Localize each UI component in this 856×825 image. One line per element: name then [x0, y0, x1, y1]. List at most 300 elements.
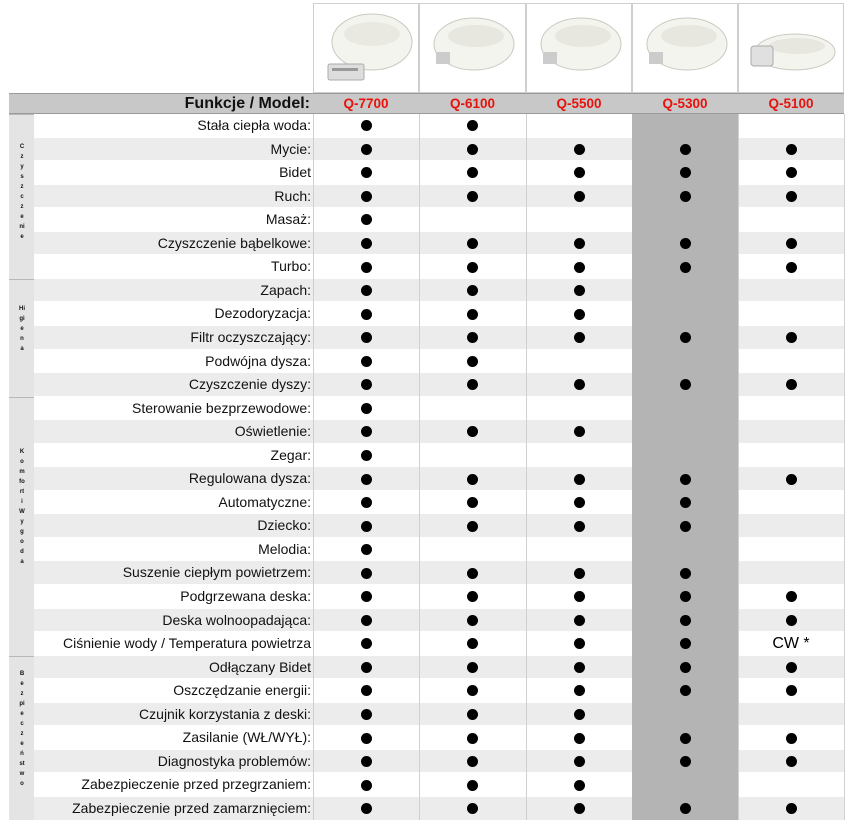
product-image-q5100	[738, 3, 844, 93]
feature-value	[632, 185, 738, 209]
check-dot-icon	[361, 521, 372, 532]
feature-value	[526, 255, 632, 279]
check-dot-icon	[467, 615, 478, 626]
check-dot-icon	[786, 591, 797, 602]
feature-value	[313, 514, 419, 538]
check-dot-icon	[467, 733, 478, 744]
feature-value	[313, 750, 419, 774]
feature-value	[419, 750, 526, 774]
feature-value	[313, 114, 419, 138]
model-label-q5100: Q-5100	[768, 96, 814, 111]
feature-name: Zasilanie (WŁ/WYŁ):	[182, 729, 311, 746]
feature-name: Czyszczenie dyszy:	[188, 376, 311, 393]
feature-value	[738, 467, 844, 491]
check-dot-icon	[786, 191, 797, 202]
check-dot-icon	[361, 568, 372, 579]
check-dot-icon	[680, 615, 691, 626]
check-dot-icon	[680, 474, 691, 485]
feature-value	[738, 750, 844, 774]
check-dot-icon	[680, 803, 691, 814]
check-dot-icon	[467, 167, 478, 178]
group-label: Czyszczenie	[19, 144, 25, 241]
feature-value	[419, 397, 526, 421]
check-dot-icon	[361, 662, 372, 673]
check-dot-icon	[467, 332, 478, 343]
feature-name: Odłączany Bidet	[209, 658, 311, 675]
check-dot-icon	[361, 450, 372, 461]
check-dot-icon	[467, 638, 478, 649]
check-dot-icon	[680, 332, 691, 343]
feature-value	[419, 114, 526, 138]
feature-value	[313, 797, 419, 821]
check-dot-icon	[680, 591, 691, 602]
feature-value	[526, 585, 632, 609]
feature-value	[313, 161, 419, 185]
feature-value	[313, 185, 419, 209]
feature-value	[526, 703, 632, 727]
check-dot-icon	[467, 780, 478, 791]
feature-value	[738, 114, 844, 138]
check-dot-icon	[574, 568, 585, 579]
feature-value: CW *	[772, 635, 810, 653]
check-dot-icon	[574, 615, 585, 626]
feature-name: Bidet	[279, 164, 311, 181]
feature-value	[313, 491, 419, 515]
feature-value	[313, 679, 419, 703]
feature-value	[526, 161, 632, 185]
feature-value	[738, 561, 844, 585]
feature-value	[526, 397, 632, 421]
feature-name: Zabezpieczenie przed zamarznięciem:	[72, 799, 311, 816]
check-dot-icon	[680, 144, 691, 155]
feature-value	[738, 797, 844, 821]
feature-name: Mycie:	[270, 140, 311, 157]
feature-value	[738, 279, 844, 303]
group-side-label	[9, 397, 34, 656]
feature-value	[738, 491, 844, 515]
feature-name: Filtr oczyszczający:	[190, 328, 311, 345]
feature-value	[313, 373, 419, 397]
check-dot-icon	[361, 120, 372, 131]
feature-value	[526, 114, 632, 138]
check-dot-icon	[574, 521, 585, 532]
feature-value	[313, 350, 419, 374]
feature-value	[419, 279, 526, 303]
check-dot-icon	[786, 262, 797, 273]
check-dot-icon	[786, 733, 797, 744]
check-dot-icon	[574, 379, 585, 390]
feature-name: Automatyczne:	[218, 493, 311, 510]
feature-name: Podwójna dysza:	[205, 352, 311, 369]
feature-value	[313, 726, 419, 750]
check-dot-icon	[361, 403, 372, 414]
feature-value	[632, 138, 738, 162]
feature-value	[419, 161, 526, 185]
feature-value	[419, 373, 526, 397]
check-dot-icon	[574, 662, 585, 673]
check-dot-icon	[574, 803, 585, 814]
check-dot-icon	[467, 497, 478, 508]
check-dot-icon	[574, 167, 585, 178]
feature-value	[738, 585, 844, 609]
feature-value	[738, 373, 844, 397]
feature-value	[419, 302, 526, 326]
check-dot-icon	[574, 709, 585, 720]
feature-value	[313, 538, 419, 562]
check-dot-icon	[467, 756, 478, 767]
check-dot-icon	[361, 756, 372, 767]
feature-value	[632, 467, 738, 491]
product-image-q5300	[632, 3, 738, 93]
check-dot-icon	[467, 238, 478, 249]
check-dot-icon	[361, 309, 372, 320]
feature-value	[419, 138, 526, 162]
check-dot-icon	[574, 756, 585, 767]
feature-value	[313, 703, 419, 727]
check-dot-icon	[467, 662, 478, 673]
check-dot-icon	[786, 144, 797, 155]
feature-value	[632, 114, 738, 138]
feature-value	[632, 373, 738, 397]
feature-value	[738, 538, 844, 562]
feature-value	[738, 397, 844, 421]
feature-value	[632, 609, 738, 633]
check-dot-icon	[361, 474, 372, 485]
check-dot-icon	[680, 497, 691, 508]
feature-value	[419, 773, 526, 797]
feature-value	[526, 514, 632, 538]
check-dot-icon	[574, 238, 585, 249]
check-dot-icon	[680, 568, 691, 579]
feature-name: Masaż:	[265, 211, 311, 228]
check-dot-icon	[680, 191, 691, 202]
feature-value	[526, 656, 632, 680]
feature-value	[526, 138, 632, 162]
check-dot-icon	[361, 733, 372, 744]
feature-name: Zegar:	[270, 446, 311, 463]
check-dot-icon	[361, 144, 372, 155]
feature-value	[419, 609, 526, 633]
feature-value	[738, 420, 844, 444]
feature-name: Zapach:	[260, 281, 311, 298]
check-dot-icon	[361, 262, 372, 273]
check-dot-icon	[467, 262, 478, 273]
feature-name: Ciśnienie wody / Temperatura powietrza	[63, 635, 311, 652]
check-dot-icon	[786, 803, 797, 814]
feature-value	[313, 609, 419, 633]
check-dot-icon	[574, 332, 585, 343]
feature-value	[632, 656, 738, 680]
feature-value	[738, 656, 844, 680]
check-dot-icon	[574, 144, 585, 155]
feature-value	[632, 797, 738, 821]
feature-value	[632, 585, 738, 609]
check-dot-icon	[467, 426, 478, 437]
check-dot-icon	[361, 332, 372, 343]
feature-value	[419, 232, 526, 256]
check-dot-icon	[574, 638, 585, 649]
feature-value	[526, 208, 632, 232]
check-dot-icon	[574, 474, 585, 485]
model-label-q6100: Q-6100	[449, 96, 496, 111]
feature-value	[313, 232, 419, 256]
feature-value	[738, 232, 844, 256]
check-dot-icon	[361, 638, 372, 649]
feature-value	[632, 632, 738, 656]
feature-value	[526, 632, 632, 656]
check-dot-icon	[680, 662, 691, 673]
feature-value	[632, 302, 738, 326]
feature-name: Turbo:	[271, 258, 311, 275]
feature-value	[526, 350, 632, 374]
feature-value	[313, 208, 419, 232]
feature-value	[632, 420, 738, 444]
model-label-q5500: Q-5500	[556, 96, 602, 111]
header-title: Funkcje / Model:	[184, 95, 310, 112]
feature-name: Deska wolnoopadająca:	[162, 611, 311, 628]
feature-value	[526, 373, 632, 397]
check-dot-icon	[361, 497, 372, 508]
feature-value	[419, 208, 526, 232]
feature-value	[526, 561, 632, 585]
product-image-q5500	[526, 3, 632, 93]
check-dot-icon	[574, 191, 585, 202]
check-dot-icon	[680, 685, 691, 696]
feature-value	[526, 420, 632, 444]
feature-value	[632, 397, 738, 421]
feature-value	[313, 302, 419, 326]
feature-name: Zabezpieczenie przed przegrzaniem:	[81, 776, 311, 793]
check-dot-icon	[467, 474, 478, 485]
feature-name: Czujnik korzystania z deski:	[139, 705, 311, 722]
check-dot-icon	[574, 497, 585, 508]
feature-value	[632, 514, 738, 538]
feature-name: Diagnostyka problemów:	[157, 752, 311, 769]
feature-value	[738, 208, 844, 232]
check-dot-icon	[680, 638, 691, 649]
check-dot-icon	[361, 379, 372, 390]
feature-value	[313, 255, 419, 279]
feature-value	[526, 444, 632, 468]
check-dot-icon	[467, 591, 478, 602]
feature-value	[632, 232, 738, 256]
feature-value	[313, 138, 419, 162]
feature-value	[313, 656, 419, 680]
feature-name: Dezodoryzacja:	[214, 305, 311, 322]
feature-value	[738, 138, 844, 162]
feature-value	[526, 726, 632, 750]
feature-name: Regulowana dysza:	[188, 470, 311, 487]
feature-value	[738, 326, 844, 350]
feature-value	[313, 326, 419, 350]
feature-value	[632, 538, 738, 562]
feature-value	[632, 444, 738, 468]
feature-value	[526, 797, 632, 821]
feature-value	[738, 185, 844, 209]
feature-value	[526, 185, 632, 209]
feature-value	[632, 773, 738, 797]
check-dot-icon	[361, 685, 372, 696]
feature-value	[526, 491, 632, 515]
check-dot-icon	[574, 685, 585, 696]
feature-value	[313, 561, 419, 585]
check-dot-icon	[680, 521, 691, 532]
feature-name: Suszenie ciepłym powietrzem:	[122, 564, 311, 581]
check-dot-icon	[574, 309, 585, 320]
feature-value	[738, 609, 844, 633]
check-dot-icon	[467, 685, 478, 696]
feature-value	[632, 561, 738, 585]
check-dot-icon	[467, 356, 478, 367]
group-side-label	[9, 114, 34, 279]
feature-value	[419, 326, 526, 350]
feature-value	[738, 302, 844, 326]
check-dot-icon	[786, 756, 797, 767]
check-dot-icon	[361, 426, 372, 437]
check-dot-icon	[786, 685, 797, 696]
feature-value	[738, 703, 844, 727]
feature-value	[526, 302, 632, 326]
check-dot-icon	[680, 733, 691, 744]
group-label: Bezpieczeństwo	[19, 671, 25, 788]
feature-value	[313, 279, 419, 303]
feature-value	[313, 773, 419, 797]
check-dot-icon	[574, 285, 585, 296]
check-dot-icon	[467, 803, 478, 814]
check-dot-icon	[786, 474, 797, 485]
feature-value	[738, 514, 844, 538]
feature-value	[313, 585, 419, 609]
check-dot-icon	[361, 709, 372, 720]
feature-value	[419, 679, 526, 703]
feature-value	[526, 679, 632, 703]
check-dot-icon	[361, 615, 372, 626]
feature-value	[738, 679, 844, 703]
check-dot-icon	[361, 803, 372, 814]
feature-value	[313, 397, 419, 421]
check-dot-icon	[361, 214, 372, 225]
feature-value	[738, 726, 844, 750]
feature-value	[526, 467, 632, 491]
feature-name: Stała ciepła woda:	[197, 117, 311, 133]
feature-value	[738, 444, 844, 468]
check-dot-icon	[467, 568, 478, 579]
product-image-q7700	[313, 3, 419, 93]
check-dot-icon	[361, 591, 372, 602]
check-dot-icon	[467, 191, 478, 202]
feature-value	[419, 797, 526, 821]
check-dot-icon	[467, 144, 478, 155]
feature-value	[632, 208, 738, 232]
feature-value	[526, 326, 632, 350]
check-dot-icon	[786, 662, 797, 673]
feature-value	[419, 350, 526, 374]
feature-value	[526, 232, 632, 256]
feature-value	[419, 538, 526, 562]
feature-name: Czyszczenie bąbelkowe:	[157, 234, 311, 251]
column-divider	[844, 114, 845, 820]
feature-value	[419, 561, 526, 585]
feature-name: Podgrzewana deska:	[180, 588, 311, 604]
feature-value	[526, 773, 632, 797]
check-dot-icon	[467, 120, 478, 131]
check-dot-icon	[680, 379, 691, 390]
model-label-q7700: Q-7700	[343, 96, 389, 111]
feature-value	[632, 491, 738, 515]
check-dot-icon	[361, 285, 372, 296]
feature-value	[738, 161, 844, 185]
check-dot-icon	[786, 167, 797, 178]
check-dot-icon	[467, 521, 478, 532]
group-side-label	[9, 279, 34, 397]
feature-value	[419, 467, 526, 491]
feature-name: Oszczędzanie energii:	[173, 682, 311, 699]
feature-name: Dziecko:	[257, 517, 311, 534]
feature-value	[632, 679, 738, 703]
feature-value	[632, 161, 738, 185]
check-dot-icon	[467, 379, 478, 390]
feature-value	[526, 538, 632, 562]
feature-value	[419, 255, 526, 279]
check-dot-icon	[786, 615, 797, 626]
model-label-q5300: Q-5300	[662, 96, 708, 111]
group-label: Komfort i Wygoda	[19, 449, 25, 566]
check-dot-icon	[467, 309, 478, 320]
feature-value	[419, 703, 526, 727]
check-dot-icon	[680, 756, 691, 767]
check-dot-icon	[361, 191, 372, 202]
feature-name: Sterowanie bezprzewodowe:	[132, 399, 311, 416]
check-dot-icon	[467, 285, 478, 296]
check-dot-icon	[574, 591, 585, 602]
check-dot-icon	[574, 780, 585, 791]
feature-value	[738, 773, 844, 797]
feature-value	[313, 420, 419, 444]
check-dot-icon	[680, 167, 691, 178]
check-dot-icon	[786, 379, 797, 390]
check-dot-icon	[361, 356, 372, 367]
feature-value	[632, 703, 738, 727]
feature-value	[738, 350, 844, 374]
feature-value	[419, 514, 526, 538]
feature-value	[632, 750, 738, 774]
check-dot-icon	[786, 332, 797, 343]
feature-value	[419, 632, 526, 656]
check-dot-icon	[361, 167, 372, 178]
feature-value	[419, 726, 526, 750]
group-label: Higiena	[19, 305, 25, 352]
feature-value	[632, 326, 738, 350]
check-dot-icon	[361, 780, 372, 791]
feature-value	[526, 750, 632, 774]
feature-value	[313, 444, 419, 468]
feature-value	[632, 726, 738, 750]
feature-value	[526, 279, 632, 303]
feature-value	[526, 609, 632, 633]
group-side-label	[9, 656, 34, 821]
feature-value	[313, 467, 419, 491]
feature-value	[419, 491, 526, 515]
feature-value	[632, 279, 738, 303]
check-dot-icon	[574, 426, 585, 437]
feature-name: Ruch:	[274, 187, 311, 204]
check-dot-icon	[680, 238, 691, 249]
check-dot-icon	[574, 262, 585, 273]
check-dot-icon	[786, 238, 797, 249]
feature-value	[419, 185, 526, 209]
feature-name: Oświetlenie:	[234, 423, 311, 440]
check-dot-icon	[574, 733, 585, 744]
